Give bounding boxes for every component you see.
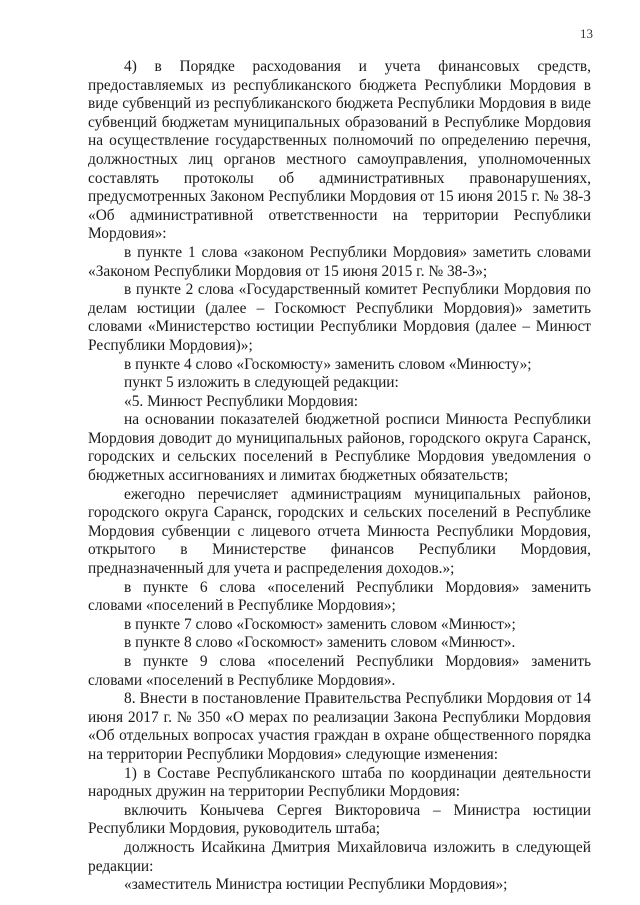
paragraph: пункт 5 изложить в следующей редакции: (124, 374, 399, 392)
page-number: 13 (580, 26, 593, 41)
paragraph: в пункте 8 слово «Госкомюст» заменить словом «Минюст». (124, 634, 516, 652)
paragraph: в пункте 4 слово «Госкомюсту» заменить словом «Минюсту»; (124, 355, 532, 373)
paragraph: в пункте 6 слова «поселений Республики Мордовия» заменить словами «поселений в Республике Мордовия»; (88, 578, 591, 615)
paragraph: в пункте 9 слова «поселений Республики Мордовия» заменить словами «поселений в Республике Мордовия». (88, 653, 591, 689)
paragraph: в пункте 2 слова «Государственный комитет Республики Мордовия по делам юстиции (далее – Госкомюст Республики Мордовия)» заметить словами «Министерство юстиции Республики Мордовия (далее – Минюст Республики Мордовия)»; (88, 281, 591, 354)
paragraph: ежегодно перечисляет администрациям муниципальных районов, городского округа Саранск, городских и сельских поселений в Республике Мордовия субвенции с лицевого отчета Минюста Республики Мордовия, открытого в Министерстве финансов Республики Мордовия, предназначенный для учета и распределения доходов.»; (88, 485, 591, 578)
paragraph: 8. Внести в постановление Правительства Республики Мордовия от 14 июня 2017 г. № 350 «О мерах по реализации Закона Республики Мордовия «Об отдельных вопросах участия граждан в охране общественного порядка на территории Республики Мордовия» следующие изменения: (88, 690, 591, 763)
document-body (88, 58, 591, 895)
paragraph: должность Исайкина Дмитрия Михайловича изложить в следующей редакции: (88, 838, 591, 875)
paragraph: включить Конычева Сергея Викторовича – Министра юстиции Республики Мордовия, руководитель штаба; (88, 801, 591, 838)
paragraph: «заместитель Министра юстиции Республики Мордовия»; (124, 876, 508, 894)
paragraph: 1) в Составе Республиканского штаба по координации деятельности народных дружин на территории Республики Мордовия: (88, 764, 591, 801)
paragraph: в пункте 7 слово «Госкомюст» заменить словом «Минюст»; (124, 615, 516, 633)
paragraph: 4) в Порядке расходования и учета финансовых средств, предоставляемых из республиканского бюджета Республики Мордовия в виде субвенций из республиканского бюджета Республики Мордовия в виде субвенций бюджетам муниципальных образований в Республике Мордовия на осуществление государственных полномочий по определению перечня, должностных лиц органов местного самоуправления, уполномоченных составлять протоколы об административных правонарушениях, предусмотренных Законом Республики Мордовия от 15 июня 2015 г. № 38-З «Об административной ответственности на территории Республики Мордовия»: (88, 58, 591, 243)
paragraph: «5. Минюст Республики Мордовия: (124, 392, 359, 410)
paragraph: на основании показателей бюджетной росписи Минюста Республики Мордовия доводит до муниципальных районов, городского округа Саранск, городских и сельских поселений в Республике Мордовия уведомления о бюджетных ассигнованиях и лимитах бюджетных обязательств; (88, 411, 591, 485)
paragraph: в пункте 1 слова «законом Республики Мордовия» заметить словами «Законом Республики Мордовия от 15 июня 2015 г. № 38-З»; (88, 243, 591, 280)
